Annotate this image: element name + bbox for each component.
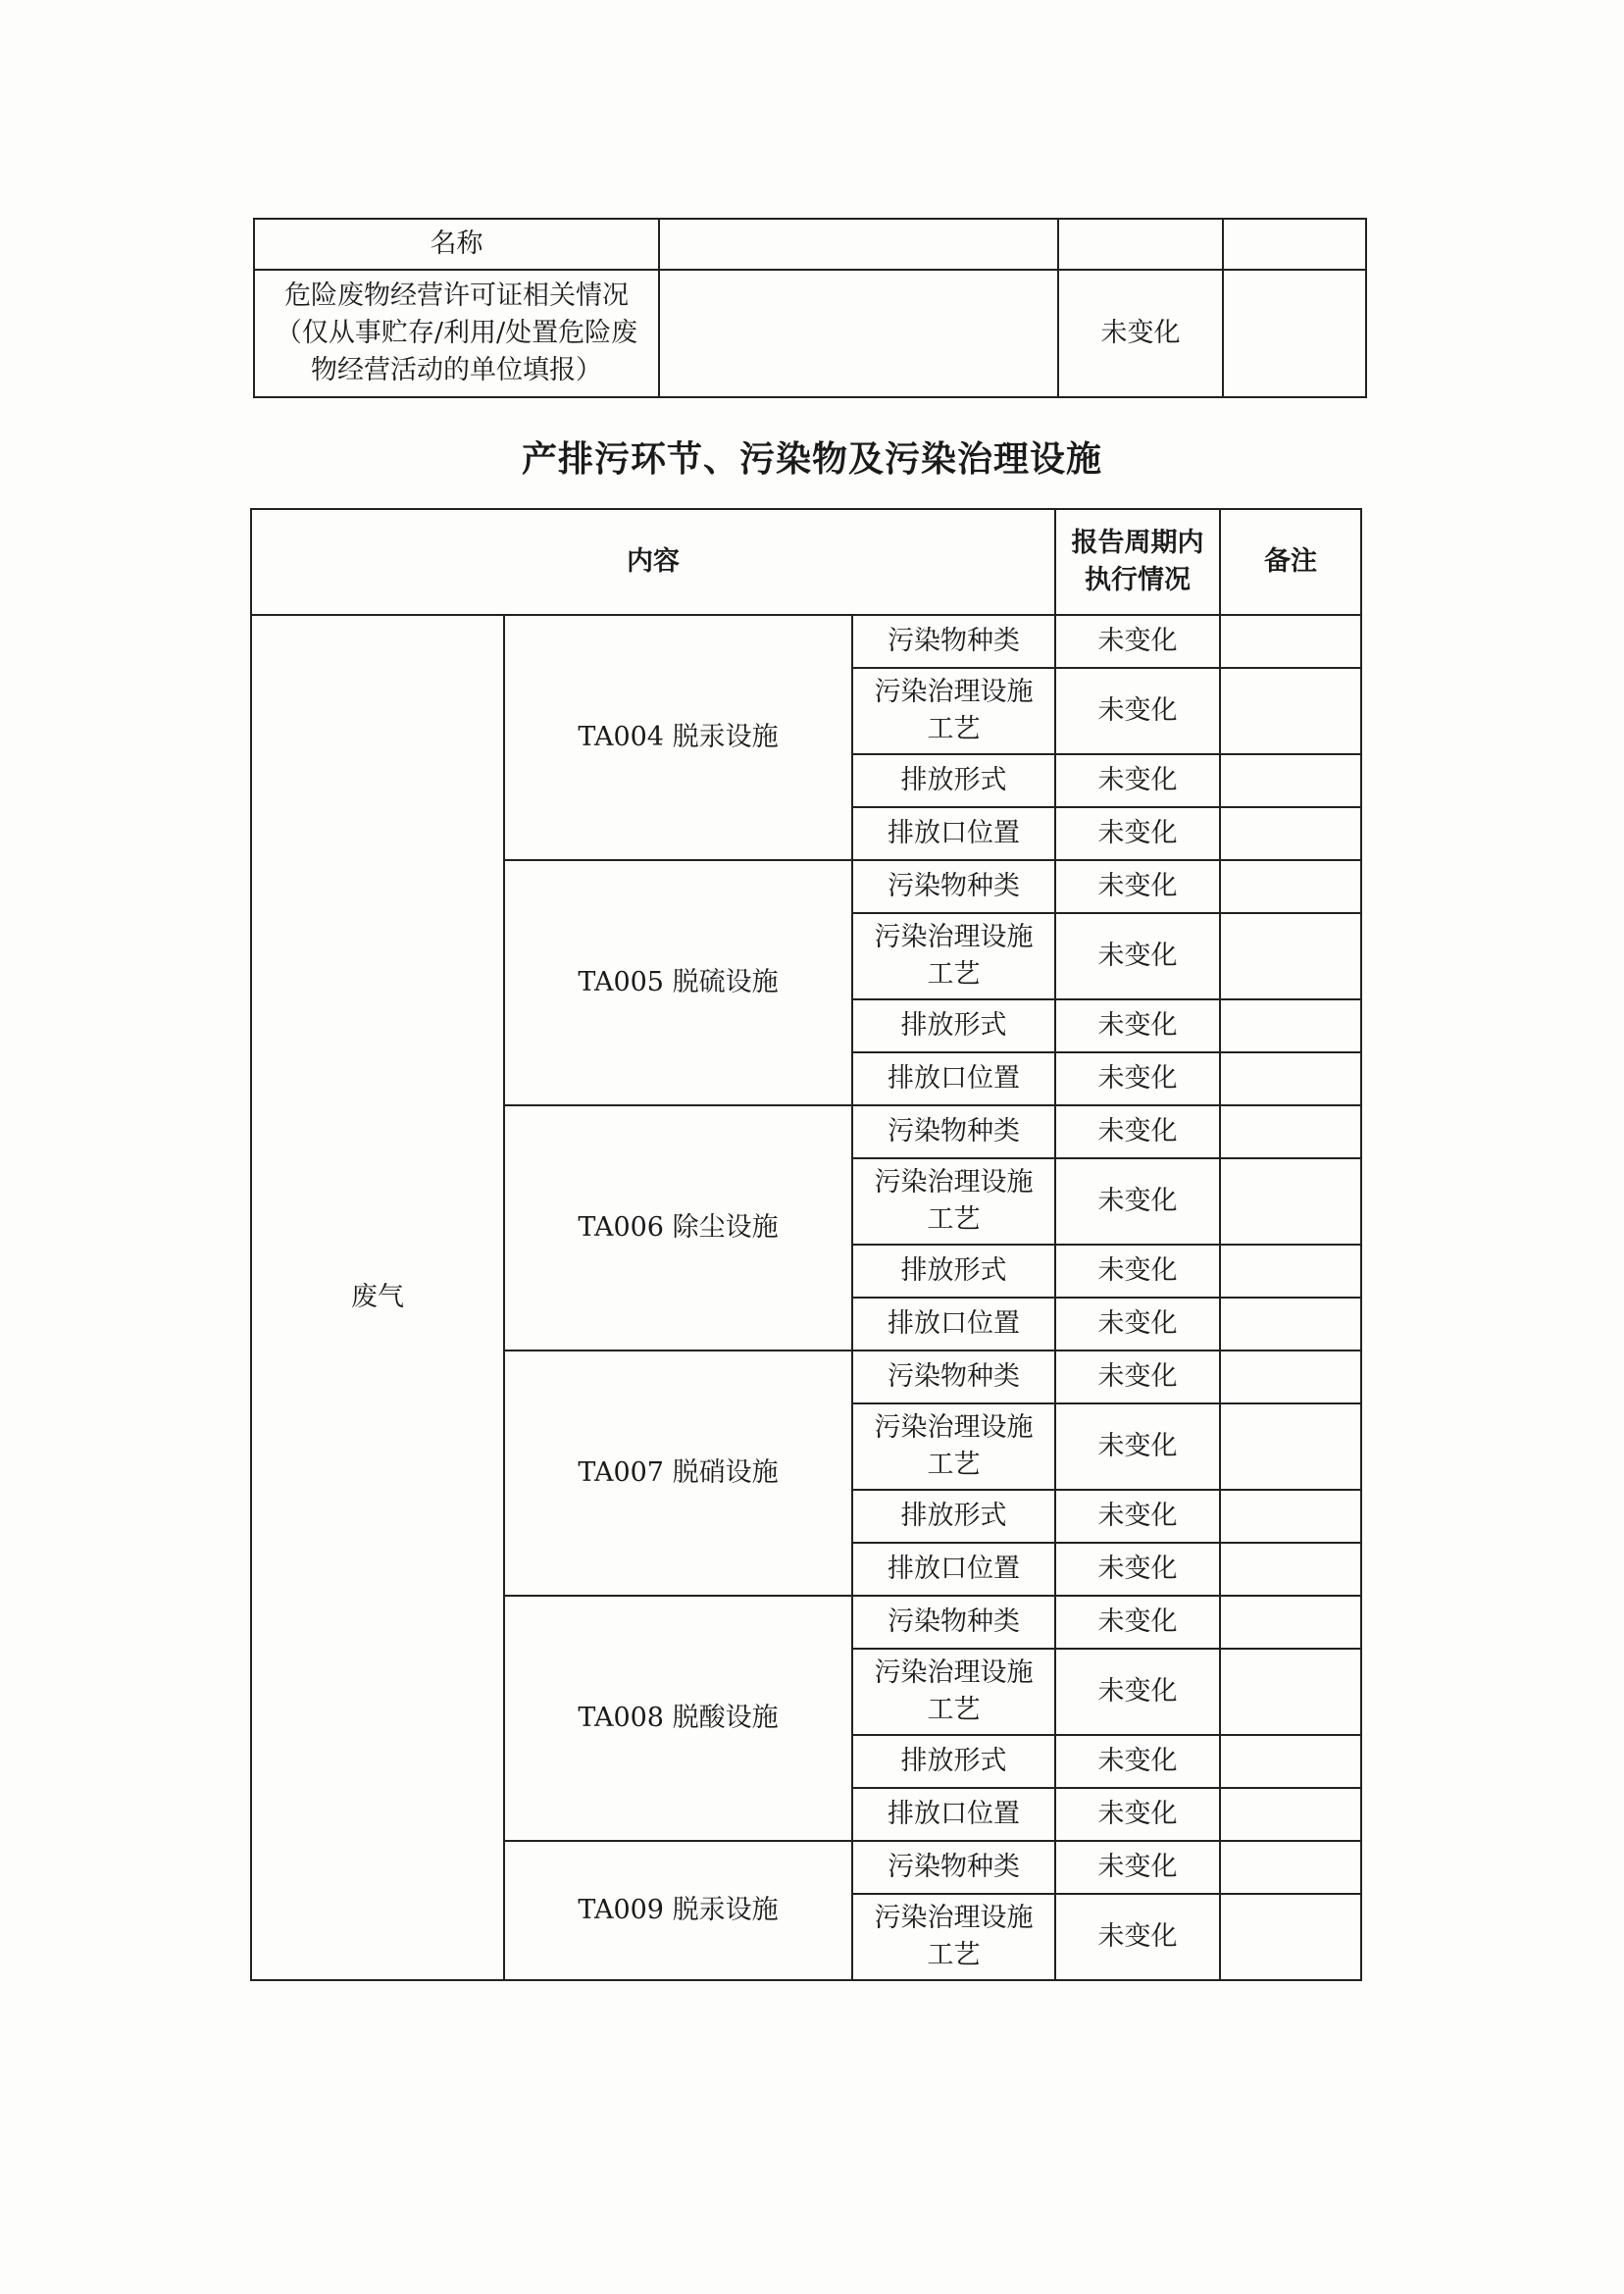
name-remark-cell — [1223, 219, 1366, 270]
remark-cell — [1220, 1158, 1361, 1245]
status-cell: 未变化 — [1055, 807, 1220, 860]
item-label-cell — [852, 615, 1055, 668]
name-label-cell: 名称 — [254, 219, 659, 270]
header-status-line: 执行情况 — [1085, 565, 1192, 595]
facility-cell: TA004 脱汞设施 — [504, 615, 852, 860]
table-body — [251, 615, 1361, 1980]
status-cell: 未变化 — [1055, 1351, 1220, 1403]
item-label-line: 排放口位置 — [888, 1063, 1021, 1094]
status-cell: 未变化 — [1055, 1788, 1220, 1841]
item-label-cell — [852, 860, 1055, 913]
item-label-cell — [852, 1298, 1055, 1351]
pollution-facilities-table — [250, 508, 1362, 1981]
license-remark-cell — [1223, 270, 1366, 397]
status-cell: 未变化 — [1055, 754, 1220, 807]
status-cell: 未变化 — [1055, 860, 1220, 913]
status-cell: 未变化 — [1055, 1158, 1220, 1245]
category-cell: 废气 — [251, 615, 504, 1980]
item-label-line: 工艺 — [927, 1940, 981, 1970]
item-label-line: 工艺 — [927, 1695, 981, 1725]
item-label-cell — [852, 1245, 1055, 1298]
facility-cell: TA009 脱汞设施 — [504, 1841, 852, 1980]
remark-cell — [1220, 754, 1361, 807]
item-label-cell — [852, 1158, 1055, 1245]
remark-cell — [1220, 1052, 1361, 1105]
status-cell: 未变化 — [1055, 668, 1220, 754]
section-title: 产排污环节、污染物及污染治理设施 — [521, 438, 1102, 480]
header-content: 内容 — [251, 509, 1055, 615]
license-status-cell: 未变化 — [1058, 270, 1223, 397]
item-label-cell — [852, 1788, 1055, 1841]
status-cell: 未变化 — [1055, 1543, 1220, 1596]
item-label-line: 污染治理设施 — [874, 677, 1034, 707]
item-label-line: 污染治理设施 — [874, 1167, 1034, 1198]
facility-cell: TA007 脱硝设施 — [504, 1351, 852, 1596]
license-value-cell — [659, 270, 1058, 397]
facility-cell: TA008 脱酸设施 — [504, 1596, 852, 1841]
remark-cell — [1220, 1298, 1361, 1351]
item-label-line: 污染治理设施 — [874, 922, 1034, 952]
item-label-line: 排放形式 — [900, 1746, 1007, 1776]
remark-cell — [1220, 1894, 1361, 1980]
status-cell: 未变化 — [1055, 913, 1220, 999]
status-cell: 未变化 — [1055, 1596, 1220, 1649]
status-cell: 未变化 — [1055, 1490, 1220, 1543]
remark-cell — [1220, 1841, 1361, 1894]
item-label-cell — [852, 1596, 1055, 1649]
license-label-line: 危险废物经营许可证相关情况 — [284, 280, 629, 311]
item-label-cell — [852, 999, 1055, 1052]
status-cell: 未变化 — [1055, 1105, 1220, 1158]
item-label-line: 排放口位置 — [888, 1308, 1021, 1339]
item-label-line: 污染治理设施 — [874, 1412, 1034, 1443]
item-label-line: 排放口位置 — [888, 1554, 1021, 1584]
item-label-cell — [852, 1735, 1055, 1788]
item-label-line: 排放形式 — [900, 765, 1007, 795]
item-label-line: 排放形式 — [900, 1501, 1007, 1531]
item-label-line: 工艺 — [927, 1450, 981, 1480]
item-label-line: 污染物种类 — [888, 1116, 1021, 1147]
item-label-line: 污染物种类 — [888, 871, 1021, 901]
header-status — [1055, 509, 1220, 615]
remark-cell — [1220, 1788, 1361, 1841]
item-label-cell — [852, 1351, 1055, 1403]
name-status-cell — [1058, 219, 1223, 270]
remark-cell — [1220, 1403, 1361, 1490]
item-label-cell — [852, 913, 1055, 999]
facility-cell: TA005 脱硫设施 — [504, 860, 852, 1105]
license-label-line: 物经营活动的单位填报） — [311, 355, 602, 385]
name-value-cell — [659, 219, 1058, 270]
item-label-line: 污染治理设施 — [874, 1657, 1034, 1688]
item-label-line: 排放口位置 — [888, 1799, 1021, 1829]
item-label-line: 污染物种类 — [888, 1361, 1021, 1392]
remark-cell — [1220, 1245, 1361, 1298]
status-cell: 未变化 — [1055, 1052, 1220, 1105]
item-label-line: 污染物种类 — [888, 1606, 1021, 1637]
remark-cell — [1220, 1105, 1361, 1158]
remark-cell — [1220, 668, 1361, 754]
item-label-cell — [852, 1543, 1055, 1596]
status-cell: 未变化 — [1055, 1403, 1220, 1490]
item-label-cell — [852, 668, 1055, 754]
header-status-line: 报告周期内 — [1071, 528, 1204, 558]
remark-cell — [1220, 1596, 1361, 1649]
item-label-cell — [852, 1052, 1055, 1105]
item-label-line: 工艺 — [927, 714, 981, 744]
item-label-cell — [852, 1894, 1055, 1980]
remark-cell — [1220, 913, 1361, 999]
remark-cell — [1220, 860, 1361, 913]
remark-cell — [1220, 1543, 1361, 1596]
status-cell: 未变化 — [1055, 1649, 1220, 1735]
item-label-line: 污染治理设施 — [874, 1903, 1034, 1933]
status-cell: 未变化 — [1055, 1841, 1220, 1894]
license-label-cell — [254, 270, 659, 397]
item-label-cell — [852, 754, 1055, 807]
status-cell: 未变化 — [1055, 1298, 1220, 1351]
item-label-line: 排放口位置 — [888, 818, 1021, 848]
item-label-cell — [852, 1490, 1055, 1543]
item-label-cell — [852, 1105, 1055, 1158]
status-cell: 未变化 — [1055, 999, 1220, 1052]
item-label-line: 工艺 — [927, 1204, 981, 1235]
item-label-cell — [852, 807, 1055, 860]
status-cell: 未变化 — [1055, 1245, 1220, 1298]
remark-cell — [1220, 1649, 1361, 1735]
item-label-line: 工艺 — [927, 959, 981, 990]
item-label-line: 污染物种类 — [888, 626, 1021, 656]
license-label-line: （仅从事贮存/利用/处置危险废 — [275, 318, 638, 348]
item-label-line: 排放形式 — [900, 1255, 1007, 1286]
item-label-cell — [852, 1649, 1055, 1735]
license-table — [253, 218, 1367, 398]
remark-cell — [1220, 999, 1361, 1052]
status-cell: 未变化 — [1055, 1894, 1220, 1980]
status-cell: 未变化 — [1055, 615, 1220, 668]
header-row — [251, 509, 1361, 615]
item-label-cell — [852, 1841, 1055, 1894]
remark-cell — [1220, 807, 1361, 860]
status-cell: 未变化 — [1055, 1735, 1220, 1788]
facility-cell: TA006 除尘设施 — [504, 1105, 852, 1351]
item-label-line: 排放形式 — [900, 1010, 1007, 1041]
remark-cell — [1220, 1351, 1361, 1403]
remark-cell — [1220, 615, 1361, 668]
item-label-cell — [852, 1403, 1055, 1490]
remark-cell — [1220, 1735, 1361, 1788]
table-row — [251, 615, 1361, 668]
remark-cell — [1220, 1490, 1361, 1543]
item-label-line: 污染物种类 — [888, 1852, 1021, 1882]
header-remark: 备注 — [1220, 509, 1361, 615]
